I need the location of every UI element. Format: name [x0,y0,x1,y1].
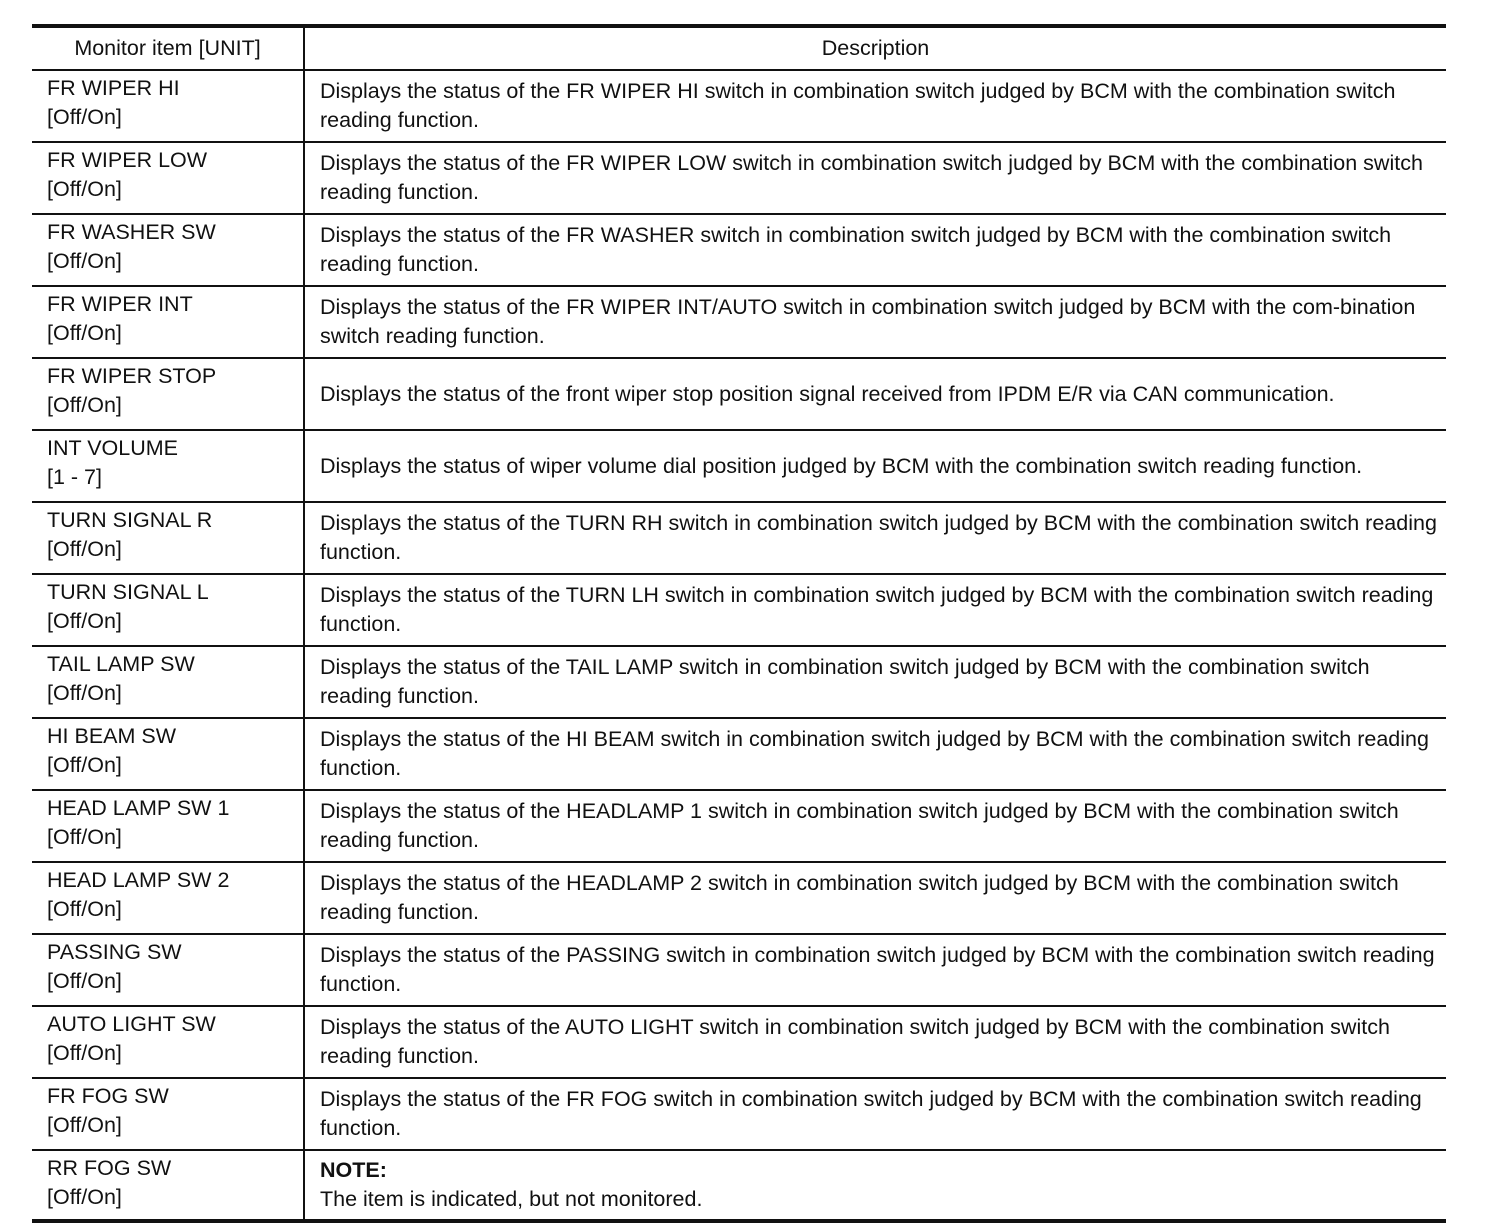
monitor-item-unit: [Off/On] [47,537,122,561]
table-body [32,70,1446,1221]
monitor-item-unit: [Off/On] [47,249,122,273]
monitor-item-name: FR WIPER HI [47,76,180,100]
note-text: The item is indicated, but not monitored. [320,1187,703,1211]
monitor-item-name: FR WIPER INT [47,292,193,316]
table-row [32,646,1446,718]
monitor-item-unit: [Off/On] [47,393,122,417]
monitor-item-name: FR FOG SW [47,1084,169,1108]
description-cell: Displays the status of the FR WASHER switch in combination switch judged by BCM with the combination switch reading function. [304,214,1446,286]
monitor-item-cell [32,358,304,430]
table-row [32,1006,1446,1078]
monitor-item-name: TAIL LAMP SW [47,652,195,676]
monitor-item-name: FR WIPER LOW [47,148,208,172]
monitor-item-cell [32,1078,304,1150]
header-row [32,26,1446,70]
note-label: NOTE: [320,1158,387,1182]
monitor-item-unit: [Off/On] [47,609,122,633]
table-row [32,430,1446,502]
monitor-item-cell [32,934,304,1006]
monitor-item-cell [32,502,304,574]
monitor-item-unit: [Off/On] [47,969,122,993]
description-cell: Displays the status of the HEADLAMP 1 switch in combination switch judged by BCM with the combination switch reading function. [304,790,1446,862]
description-cell: Displays the status of the FR WIPER HI switch in combination switch judged by BCM with the combination switch reading function. [304,70,1446,142]
header-description: Description [304,26,1446,70]
monitor-item-name: PASSING SW [47,940,182,964]
table-row [32,1078,1446,1150]
monitor-item-unit: [Off/On] [47,753,122,777]
table-row [32,718,1446,790]
monitor-item-unit: [Off/On] [47,1185,122,1209]
description-cell [304,1150,1446,1221]
description-cell: Displays the status of wiper volume dial position judged by BCM with the combination switch reading function. [304,430,1446,502]
monitor-item-name: AUTO LIGHT SW [47,1012,216,1036]
description-cell: Displays the status of the FR WIPER LOW switch in combination switch judged by BCM with the combination switch reading function. [304,142,1446,214]
monitor-item-unit: [Off/On] [47,1113,122,1137]
table-row [32,142,1446,214]
monitor-item-cell [32,1150,304,1221]
monitor-item-cell [32,718,304,790]
description-cell: Displays the status of the HI BEAM switch in combination switch judged by BCM with the combination switch reading function. [304,718,1446,790]
monitor-item-unit: [Off/On] [47,177,122,201]
monitor-item-cell [32,70,304,142]
monitor-item-name: TURN SIGNAL L [47,580,209,604]
table-row-note [32,1150,1446,1221]
monitor-item-cell [32,790,304,862]
monitor-item-name: INT VOLUME [47,436,179,460]
description-cell: Displays the status of the FR FOG switch in combination switch judged by BCM with the combination switch reading function. [304,1078,1446,1150]
document-page [32,24,1446,1223]
monitor-item-cell [32,142,304,214]
table-row [32,358,1446,430]
description-cell: Displays the status of the front wiper stop position signal received from IPDM E/R via CAN communication. [304,358,1446,430]
monitor-item-unit: [Off/On] [47,681,122,705]
monitor-item-cell [32,574,304,646]
table-row [32,934,1446,1006]
monitor-item-name: HI BEAM SW [47,724,177,748]
description-cell: Displays the status of the PASSING switch in combination switch judged by BCM with the combination switch reading function. [304,934,1446,1006]
monitor-item-unit: [Off/On] [47,897,122,921]
table-row [32,574,1446,646]
monitor-item-name: RR FOG SW [47,1156,172,1180]
monitor-item-cell [32,862,304,934]
monitor-item-cell [32,1006,304,1078]
table-row [32,286,1446,358]
monitor-item-cell [32,214,304,286]
monitor-item-unit: [Off/On] [47,825,122,849]
description-cell: Displays the status of the TURN LH switch in combination switch judged by BCM with the combination switch reading function. [304,574,1446,646]
monitor-item-name: FR WIPER STOP [47,364,217,388]
monitor-item-cell [32,646,304,718]
table-row [32,70,1446,142]
monitor-item-unit: [Off/On] [47,321,122,345]
monitor-item-table [32,24,1446,1223]
table-row [32,790,1446,862]
description-cell: Displays the status of the TURN RH switch in combination switch judged by BCM with the combination switch reading function. [304,502,1446,574]
monitor-item-name: TURN SIGNAL R [47,508,213,532]
monitor-item-unit: [Off/On] [47,1041,122,1065]
monitor-item-cell [32,430,304,502]
table-row [32,214,1446,286]
description-cell: Displays the status of the FR WIPER INT/AUTO switch in combination switch judged by BCM with the com-bination switch reading function. [304,286,1446,358]
monitor-item-name: FR WASHER SW [47,220,216,244]
description-cell: Displays the status of the TAIL LAMP switch in combination switch judged by BCM with the combination switch reading function. [304,646,1446,718]
monitor-item-unit: [1 - 7] [47,465,102,489]
table-row [32,502,1446,574]
monitor-item-unit: [Off/On] [47,105,122,129]
description-cell: Displays the status of the AUTO LIGHT switch in combination switch judged by BCM with the combination switch reading function. [304,1006,1446,1078]
monitor-item-cell [32,286,304,358]
table-header [32,26,1446,70]
monitor-item-name: HEAD LAMP SW 2 [47,868,230,892]
table-row [32,862,1446,934]
monitor-item-name: HEAD LAMP SW 1 [47,796,230,820]
header-monitor-item: Monitor item [UNIT] [32,26,304,70]
description-cell: Displays the status of the HEADLAMP 2 switch in combination switch judged by BCM with the combination switch reading function. [304,862,1446,934]
